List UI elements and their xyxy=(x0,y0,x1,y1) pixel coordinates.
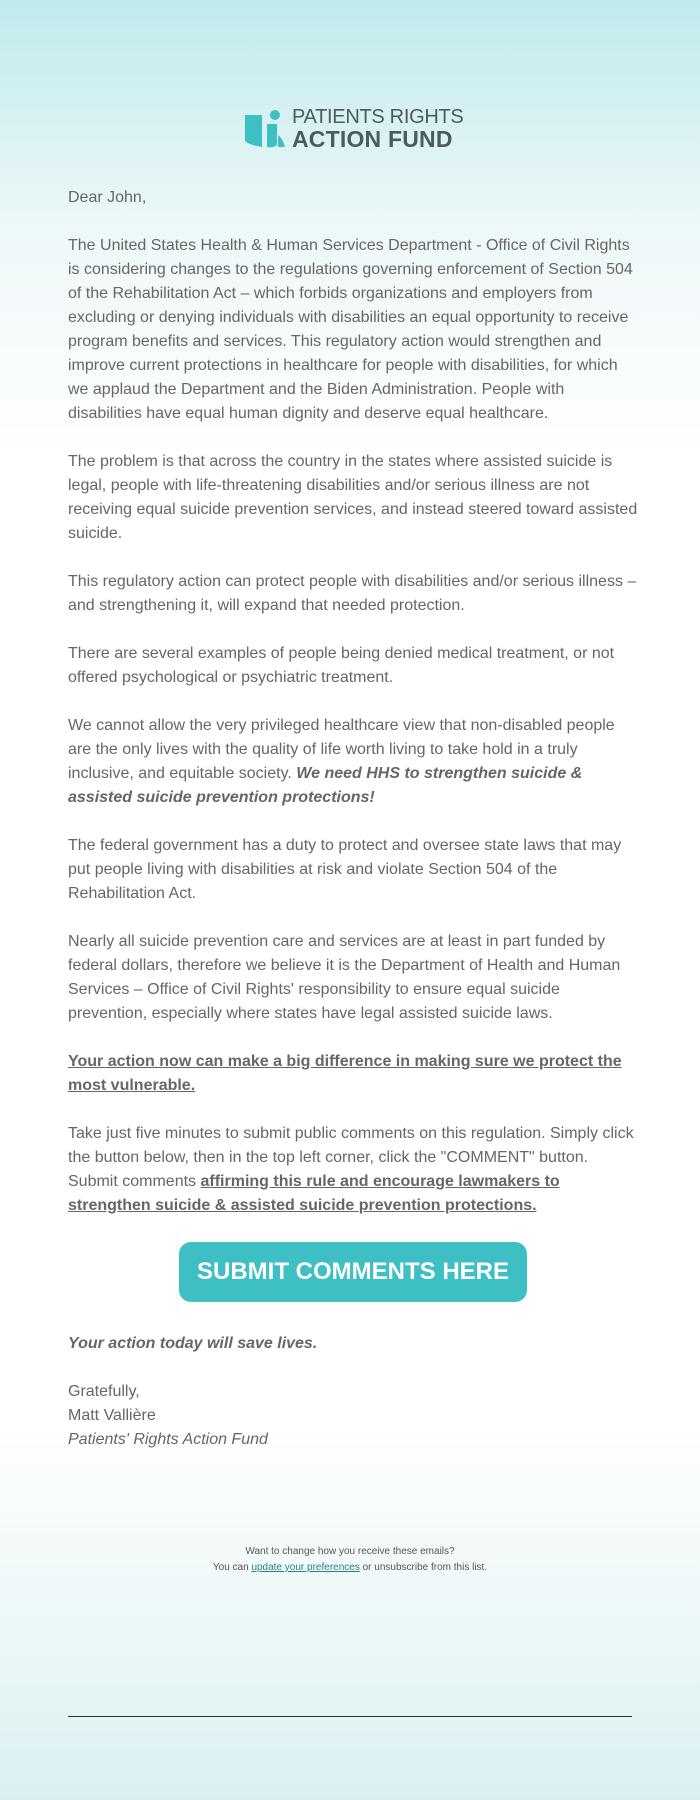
signer-name: Matt Vallière xyxy=(68,1407,156,1424)
paragraph-6: The federal government has a duty to protect and oversee state laws that may put people living with disabilities at risk and violate Section 504 of the Rehabilitation Act. xyxy=(68,837,622,902)
signer-org: Patients' Rights Action Fund xyxy=(68,1431,268,1448)
logo-text xyxy=(292,107,463,151)
paragraph-3: This regulatory action can protect people with disabilities and/or serious illness – and strengthening it, will expand that needed protection. xyxy=(68,573,637,614)
paragraph-5-text: We cannot allow the very privileged healthcare view that non-disabled people are the only lives with the quality of life worth living to take hold in a truly inclusive, and equitable society. xyxy=(68,717,615,782)
paragraph-9-text: Take just five minutes to submit public comments on this regulation. Simply click the button below, then in the top left corner, click the "COMMENT" button. Submit comments xyxy=(68,1125,634,1190)
paragraph-9 xyxy=(68,1122,638,1218)
footer-line2 xyxy=(0,1560,700,1576)
footer-prefix: You can xyxy=(212,1562,252,1573)
paragraph-2: The problem is that across the country in the states where assisted suicide is legal, people with life-threatening disabilities and/or serious illness are not receiving equal suicide prevention services, and instead steered toward assisted suicide. xyxy=(68,453,638,542)
submit-comments-button[interactable]: SUBMIT COMMENTS HERE xyxy=(179,1242,527,1302)
cta-wrapper xyxy=(68,1242,638,1302)
affirm-rule-link[interactable]: affirming this rule and encourage lawmakers to strengthen suicide & assisted suicide prevention protections. xyxy=(68,1173,560,1214)
logo-line2: ACTION FUND xyxy=(292,126,453,152)
paragraph-1: The United States Health & Human Services Department - Office of Civil Rights is considering changes to the regulations governing enforcement of Section 504 of the Rehabilitation Act – which forbids organizations and employers from excluding or denying individuals with disabilities an equal opportunity to receive program benefits and services. This regulatory action would strengthen and improve current protections in healthcare for people with disabilities, for which we applaud the Department and the Biden Administration. People with disabilities have equal human dignity and deserve equal healthcare. xyxy=(68,237,633,422)
letter-body xyxy=(68,186,638,1452)
logo-mark-icon xyxy=(245,109,287,149)
paragraph-8 xyxy=(68,1050,638,1098)
footer xyxy=(0,1544,700,1576)
paragraph-4: There are several examples of people being denied medical treatment, or not offered psychological or psychiatric treatment. xyxy=(68,645,615,686)
footer-line1: Want to change how you receive these emails? xyxy=(245,1546,455,1557)
signoff: Gratefully, xyxy=(68,1383,140,1400)
paragraph-7: Nearly all suicide prevention care and services are at least in part funded by federal dollars, therefore we believe it is the Department of Health and Human Services – Office of Civil Rights' responsibility to ensure equal suicide prevention, especially where states have legal assisted suicide laws. xyxy=(68,933,621,1022)
logo xyxy=(245,108,463,150)
paragraph-5 xyxy=(68,714,638,810)
closing-emphasis: Your action today will save lives. xyxy=(68,1335,318,1352)
logo-line1: PATIENTS RIGHTS xyxy=(292,106,464,128)
action-link[interactable]: Your action now can make a big difference in making sure we protect the most vulnerable. xyxy=(68,1053,622,1094)
greeting: Dear John, xyxy=(68,189,147,206)
signature xyxy=(68,1380,638,1452)
footer-divider xyxy=(68,1716,632,1717)
update-preferences-link[interactable]: update your preferences xyxy=(251,1562,360,1573)
paragraph-5-emphasis: We need HHS to strengthen suicide & assisted suicide prevention protections! xyxy=(68,765,583,806)
footer-suffix: or unsubscribe from this list. xyxy=(359,1562,488,1573)
